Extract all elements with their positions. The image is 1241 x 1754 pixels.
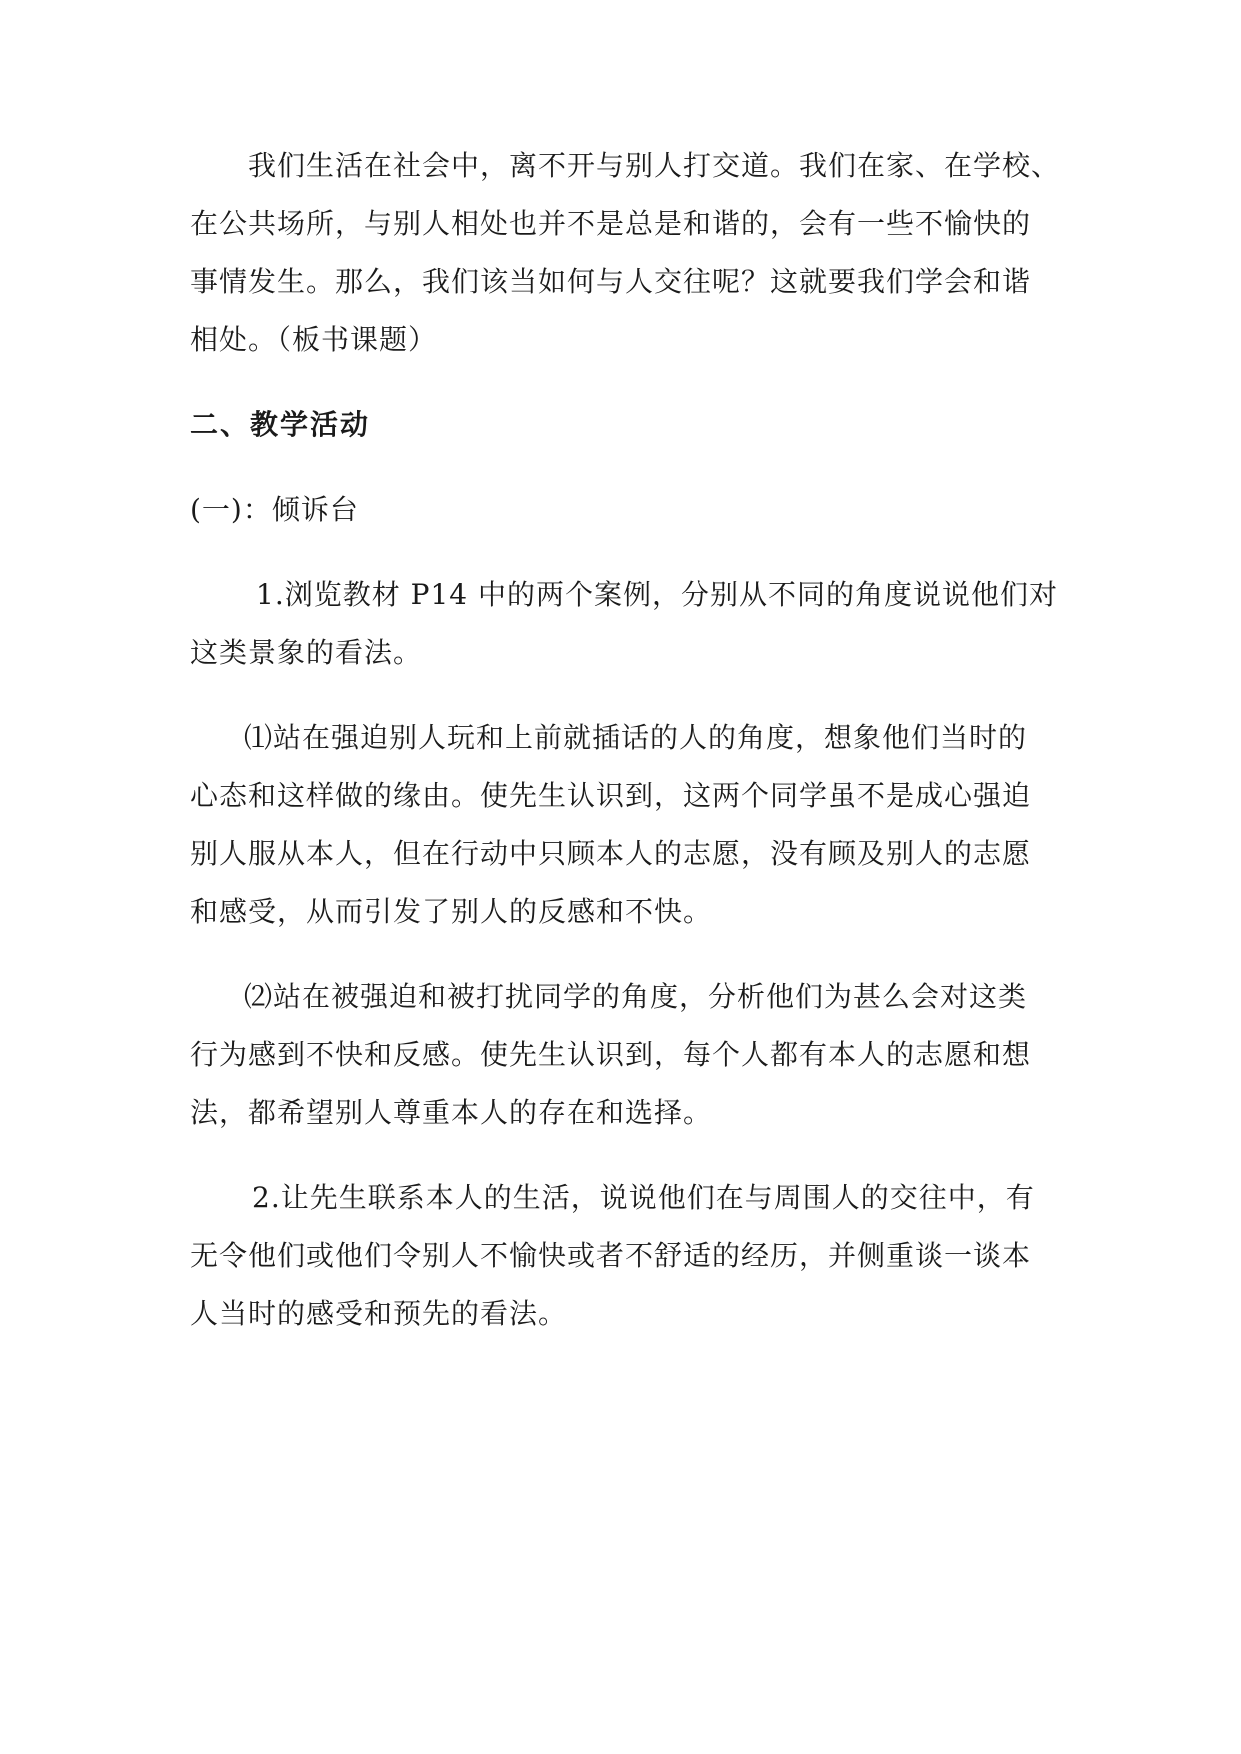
item-1a-line-3: 别人服从本人，但在行动中只顾本人的志愿，没有顾及别人的志愿: [190, 837, 1032, 870]
item-1a-line-1: ⑴站在强迫别人玩和上前就插话的人的角度，想象他们当时的: [244, 721, 1028, 754]
item-2-line-1: 2.让先生联系本人的生活，说说他们在与周围人的交往中，有: [252, 1181, 1035, 1214]
item-1-line-1: 1.浏览教材 P14 中的两个案例，分别从不同的角度说说他们对: [256, 578, 1058, 611]
intro-line-3: 事情发生。那么，我们该当如何与人交往呢？这就要我们学会和谐: [190, 265, 1032, 298]
section-heading: 二、教学活动: [190, 408, 371, 441]
intro-line-2: 在公共场所，与别人相处也并不是总是和谐的，会有一些不愉快的: [190, 207, 1032, 240]
item-2-line-3: 人当时的感受和预先的看法。: [190, 1297, 568, 1330]
subsection-heading: (一)：倾诉台: [190, 493, 359, 526]
item-1-line-2: 这类景象的看法。: [190, 636, 423, 669]
item-2-line-2: 无令他们或他们令别人不愉快或者不舒适的经历，并侧重谈一谈本: [190, 1239, 1032, 1272]
item-1b-line-2: 行为感到不快和反感。使先生认识到，每个人都有本人的志愿和想: [190, 1038, 1032, 1071]
item-1a-line-2: 心态和这样做的缘由。使先生认识到，这两个同学虽不是成心强迫: [190, 779, 1032, 812]
item-1b-line-1: ⑵站在被强迫和被打扰同学的角度，分析他们为甚么会对这类: [244, 980, 1028, 1013]
item-1b-line-3: 法，都希望别人尊重本人的存在和选择。: [190, 1096, 713, 1129]
item-1a-line-4: 和感受，从而引发了别人的反感和不快。: [190, 895, 713, 928]
intro-line-1: 我们生活在社会中，离不开与别人打交道。我们在家、在学校、: [248, 149, 1061, 182]
intro-line-4: 相处。（板书课题）: [190, 323, 438, 356]
